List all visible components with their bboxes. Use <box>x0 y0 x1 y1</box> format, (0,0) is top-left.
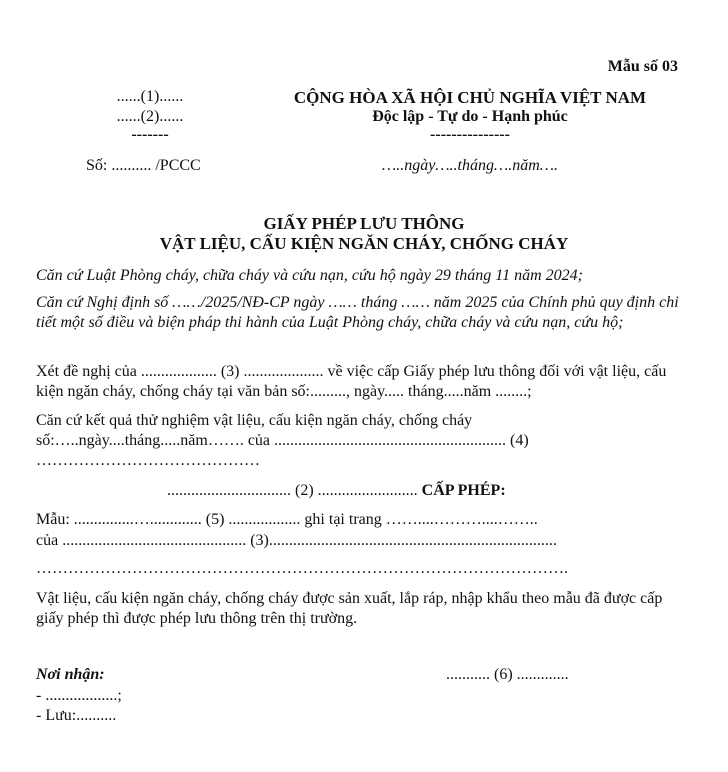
document-number: Số: .......... /PCCC <box>86 157 201 174</box>
signature-placeholder: ........... (6) ............. <box>446 666 569 683</box>
country-name: CỘNG HÒA XÃ HỘI CHỦ NGHĨA VIỆT NAM <box>293 88 647 107</box>
agency-line-2: ......(2)...... <box>116 108 184 125</box>
sample-line-3: ………………………………………………………………………………………. <box>36 560 568 577</box>
sample-line-2: của .............................................. (3)........................................................................ <box>36 532 557 549</box>
recipients-label: Nơi nhận: <box>36 666 105 683</box>
title-line-2: VẬT LIỆU, CẤU KIỆN NGĂN CHÁY, CHỐNG CHÁY <box>159 234 569 253</box>
recipient-item-2: - Lưu:.......... <box>36 707 117 724</box>
title-line-1: GIẤY PHÉP LƯU THÔNG <box>263 214 465 233</box>
conclusion-paragraph: Vật liệu, cấu kiện ngăn cháy, chống cháy được sản xuất, lắp ráp, nhập khẩu theo mẫu đã được cấp giấy phép thì được phép lưu thông trên thị trường. <box>36 590 663 627</box>
grant-prefix: ............................... (2) ......................... <box>167 482 422 499</box>
test-result-line-3: …………………………………… <box>36 452 260 469</box>
agency-line-1: ......(1)...... <box>116 88 184 105</box>
legal-basis-law: Căn cứ Luật Phòng cháy, chữa cháy và cứu nạn, cứu hộ ngày 29 tháng 11 năm 2024; <box>36 267 583 284</box>
legal-basis-decree: Căn cứ Nghị định số ……/2025/NĐ-CP ngày …… tháng …… năm 2025 của Chính phủ quy định chi tiết một số điều và biện pháp thi hành của Luật Phòng cháy, chữa cháy và cứu nạn, cứu hộ; <box>36 294 679 331</box>
test-result-line-1: Căn cứ kết quả thử nghiệm vật liệu, cấu kiện ngăn cháy, chống cháy <box>36 412 473 429</box>
form-number: Mẫu số 03 <box>607 58 678 75</box>
recipient-item-1: - ..................; <box>36 687 122 704</box>
grant-label: CẤP PHÉP: <box>421 482 506 499</box>
test-result-line-2: số:…..ngày....tháng.....năm……. của .......................................................... (4) <box>36 432 529 449</box>
consideration-paragraph: Xét đề nghị của ................... (3) .................... về việc cấp Giấy phép lưu thông đối với vật liệu, cấu kiện ngăn cháy, chống cháy tại văn bản số:........., ngày..... tháng.....năm ........; <box>36 363 667 400</box>
motto-divider: --------------- <box>430 126 510 143</box>
grant-line <box>167 482 506 500</box>
motto: Độc lập - Tự do - Hạnh phúc <box>372 108 568 125</box>
sample-line-1: Mẫu: ...............…............. (5) .................. ghi tại trang ……....………....…….. <box>36 511 538 528</box>
document-date: …..ngày…..tháng….năm…. <box>381 157 558 174</box>
agency-divider: ------- <box>131 126 169 143</box>
